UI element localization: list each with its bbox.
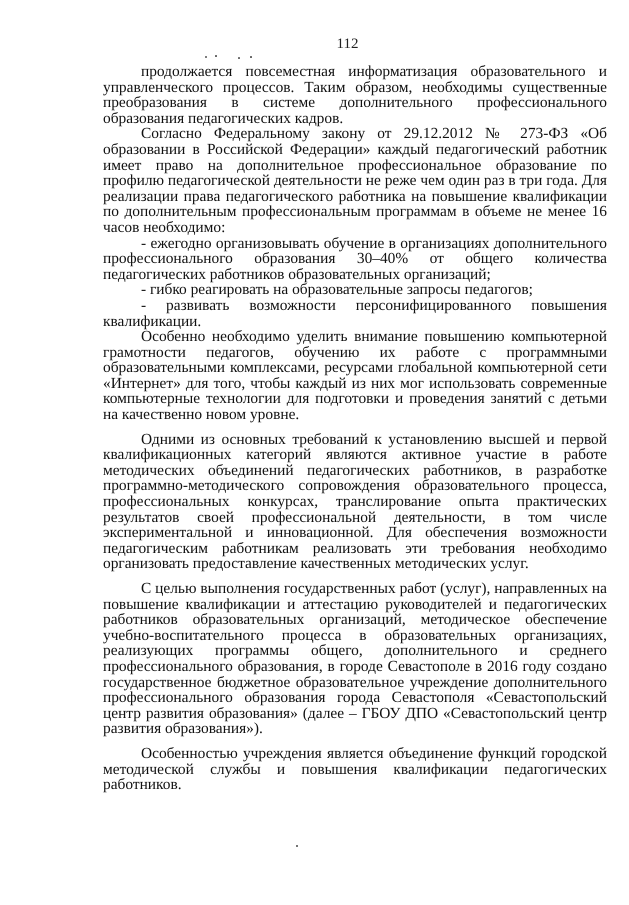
- list-item: - развивать возможности персонифицированного повышения квалификации.: [103, 296, 607, 330]
- paragraph: продолжается повсеместная информатизация образовательного и управленческого процессов. Таким образом, необходимы существенные преобразования в системе дополнительного профессионального образования педагогических кадров.: [103, 63, 607, 127]
- list-item: - гибко реагировать на образовательные запросы педагогов;: [141, 281, 533, 299]
- scan-speck: [296, 845, 298, 847]
- paragraph: С целью выполнения государственных работ (услуг), направленных на повышение квалификации и аттестацию руководителей и педагогических работников образовательных организаций, методическое обеспечение учебно-воспитательного процесса в образовательных организациях, реализующих программы общего, дополнительного и среднего профессионального образования, в городе Севастополе в 2016 году создано государственное бюджетное образовательное учреждение дополнительного профессионального образования города Севастополя «Севастопольский центр развития образования» (далее – ГБОУ ДПО «Севастопольский центр развития образования»).: [103, 580, 607, 738]
- paragraph: Согласно Федеральному закону от 29.12.2012 № 273-ФЗ «Об образовании в Российской Федерации» каждый педагогический работник имеет право на дополнительное профессиональное образование по профилю педагогической деятельности не реже чем один раз в три года. Для реализации права педагогического работника на повышение квалификации по дополнительным профессиональным программам в объеме не менее 16 часов необходимо:: [103, 125, 607, 236]
- scan-speck: [250, 56, 252, 58]
- page-number: 112: [336, 36, 359, 52]
- scan-speck: [215, 55, 217, 57]
- scan-speck: [205, 56, 207, 58]
- list-item: - ежегодно организовывать обучение в организациях дополнительного профессионального образования 30–40% от общего количества педагогических работников образовательных организаций;: [103, 234, 607, 283]
- document-body: [103, 64, 607, 793]
- paragraph: Особенностью учреждения является объединение функций городской методической службы и повышения квалификации педагогических работников.: [103, 744, 607, 794]
- paragraph: Особенно необходимо уделить внимание повышению компьютерной грамотности педагогов, обучению их работе с программными образовательными комплексами, ресурсами глобальной компьютерной сети «Интернет» для того, чтобы каждый из них мог использовать современные компьютерные технологии для подготовки и проведения занятий с детьми на качественно новом уровне.: [103, 328, 607, 424]
- paragraph: Одними из основных требований к установлению высшей и первой квалификационных категорий являются активное участие в работе методических объединений педагогических работников, в разработке программно-методического сопровождения образовательного процесса, профессиональных конкурсах, транслирование опыта практических результатов своей профессиональной деятельности, в том числе экспериментальной и инновационной. Для обеспечения возможности педагогическим работникам реализовать эти требования необходимо организовать предоставление качественных методических услуг.: [103, 430, 607, 573]
- scan-speck: [238, 57, 240, 59]
